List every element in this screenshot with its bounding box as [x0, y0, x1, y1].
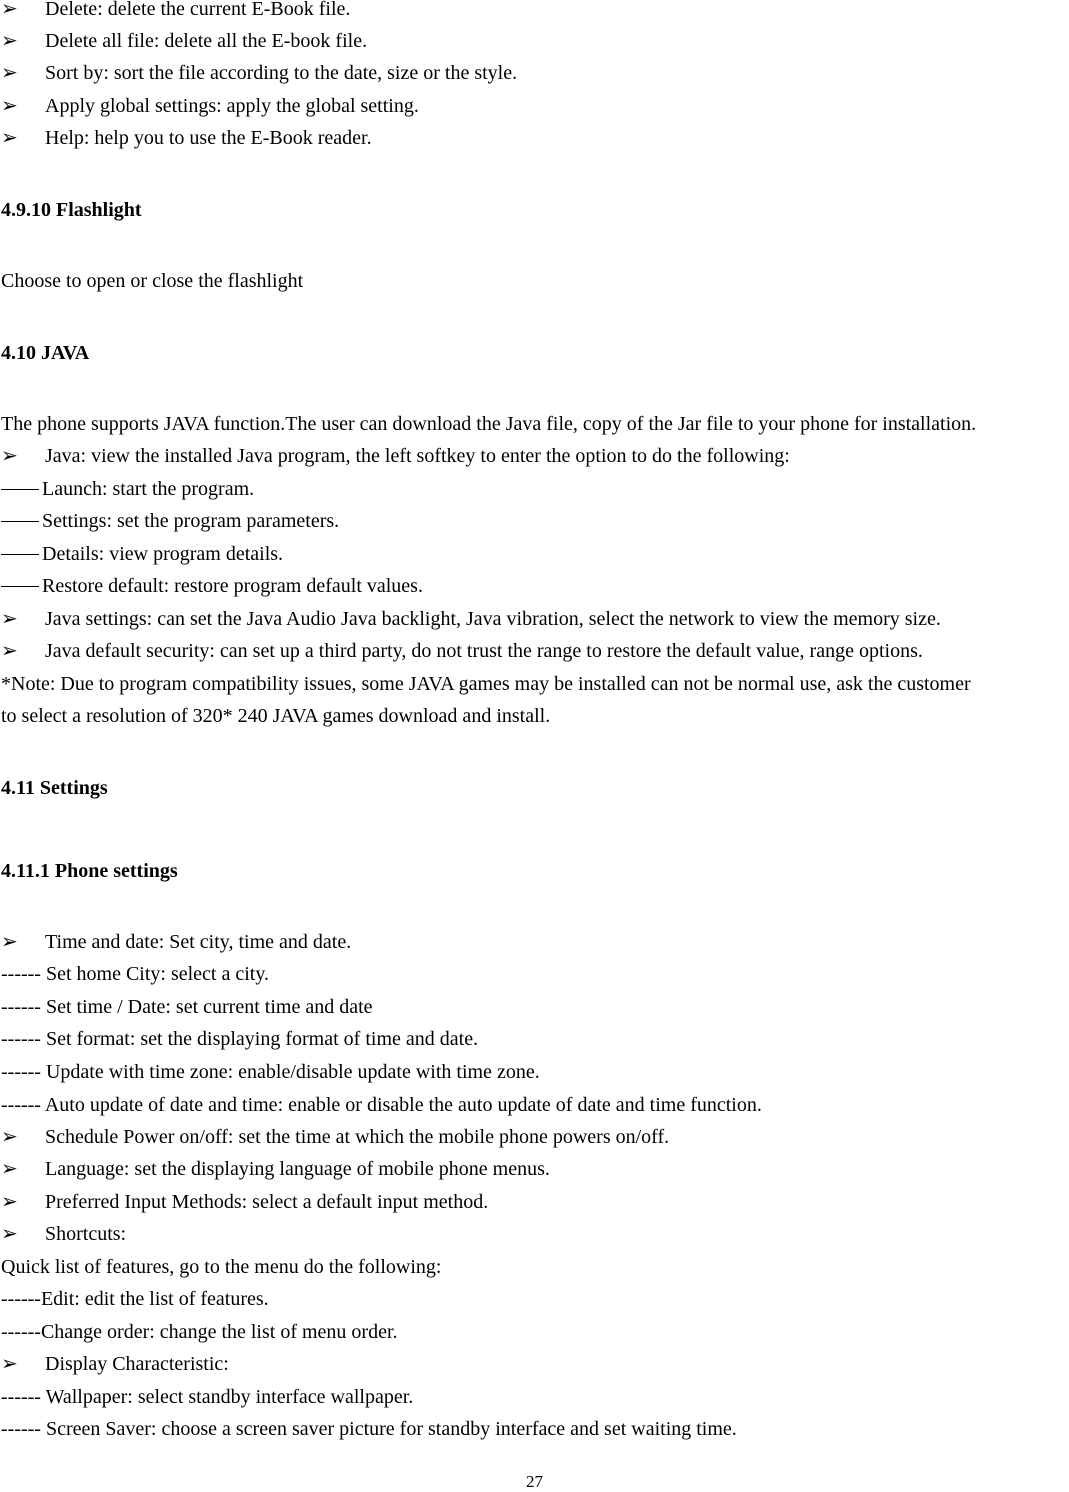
section-heading-flashlight: 4.9.10 Flashlight — [1, 199, 142, 221]
arrow-bullet-icon: ➢ — [1, 95, 18, 117]
section-heading-settings: 4.11 Settings — [1, 777, 108, 799]
arrow-bullet-icon: ➢ — [1, 1158, 18, 1180]
sub-item: ------ Update with time zone: enable/disable update with time zone. — [1, 1061, 540, 1083]
shortcuts-intro: Quick list of features, go to the menu do the following: — [1, 1256, 442, 1278]
flashlight-text: Choose to open or close the flashlight — [1, 270, 304, 292]
arrow-bullet-icon: ➢ — [1, 640, 18, 662]
java-note-line-1: *Note: Due to program compatibility issues, some JAVA games may be installed can not be normal use, ask the customer — [1, 673, 971, 695]
arrow-bullet-icon: ➢ — [1, 0, 18, 20]
page-number: 27 — [526, 1472, 543, 1491]
arrow-bullet-icon: ➢ — [1, 445, 18, 467]
java-note-line-2: to select a resolution of 320* 240 JAVA games download and install. — [1, 705, 551, 727]
arrow-bullet-icon: ➢ — [1, 1223, 18, 1245]
arrow-bullet-icon: ➢ — [1, 1191, 18, 1213]
sub-item: Settings: set the program parameters. — [1, 509, 339, 533]
sub-item: Restore default: restore program default values. — [1, 574, 423, 598]
sub-item: Details: view program details. — [1, 542, 283, 566]
sub-item: ------ Screen Saver: choose a screen saver picture for standby interface and set waiting time. — [1, 1418, 737, 1440]
dash-line-icon — [1, 586, 39, 587]
sub-item: ------ Set time / Date: set current time and date — [1, 996, 373, 1018]
dash-line-icon — [1, 489, 39, 490]
arrow-bullet-icon: ➢ — [1, 931, 18, 953]
arrow-bullet-icon: ➢ — [1, 62, 18, 84]
java-intro: The phone supports JAVA function.The user can download the Java file, copy of the Jar file to your phone for installation. — [1, 413, 977, 435]
dash-line-icon — [1, 521, 39, 522]
arrow-bullet-icon: ➢ — [1, 127, 18, 149]
section-heading-phone-settings: 4.11.1 Phone settings — [1, 860, 178, 882]
sub-item: ------ Set format: set the displaying format of time and date. — [1, 1028, 479, 1050]
sub-item: Launch: start the program. — [1, 477, 254, 501]
section-heading-java: 4.10 JAVA — [1, 342, 90, 364]
sub-item: ------ Auto update of date and time: enable or disable the auto update of date and time function. — [1, 1094, 762, 1116]
sub-item: ------Edit: edit the list of features. — [1, 1288, 269, 1310]
arrow-bullet-icon: ➢ — [1, 1126, 18, 1148]
sub-item: ------ Set home City: select a city. — [1, 963, 270, 985]
arrow-bullet-icon: ➢ — [1, 1353, 18, 1375]
dash-line-icon — [1, 554, 39, 555]
sub-item: ------ Wallpaper: select standby interface wallpaper. — [1, 1386, 414, 1408]
arrow-bullet-icon: ➢ — [1, 608, 18, 630]
sub-item: ------Change order: change the list of menu order. — [1, 1321, 398, 1343]
arrow-bullet-icon: ➢ — [1, 30, 18, 52]
